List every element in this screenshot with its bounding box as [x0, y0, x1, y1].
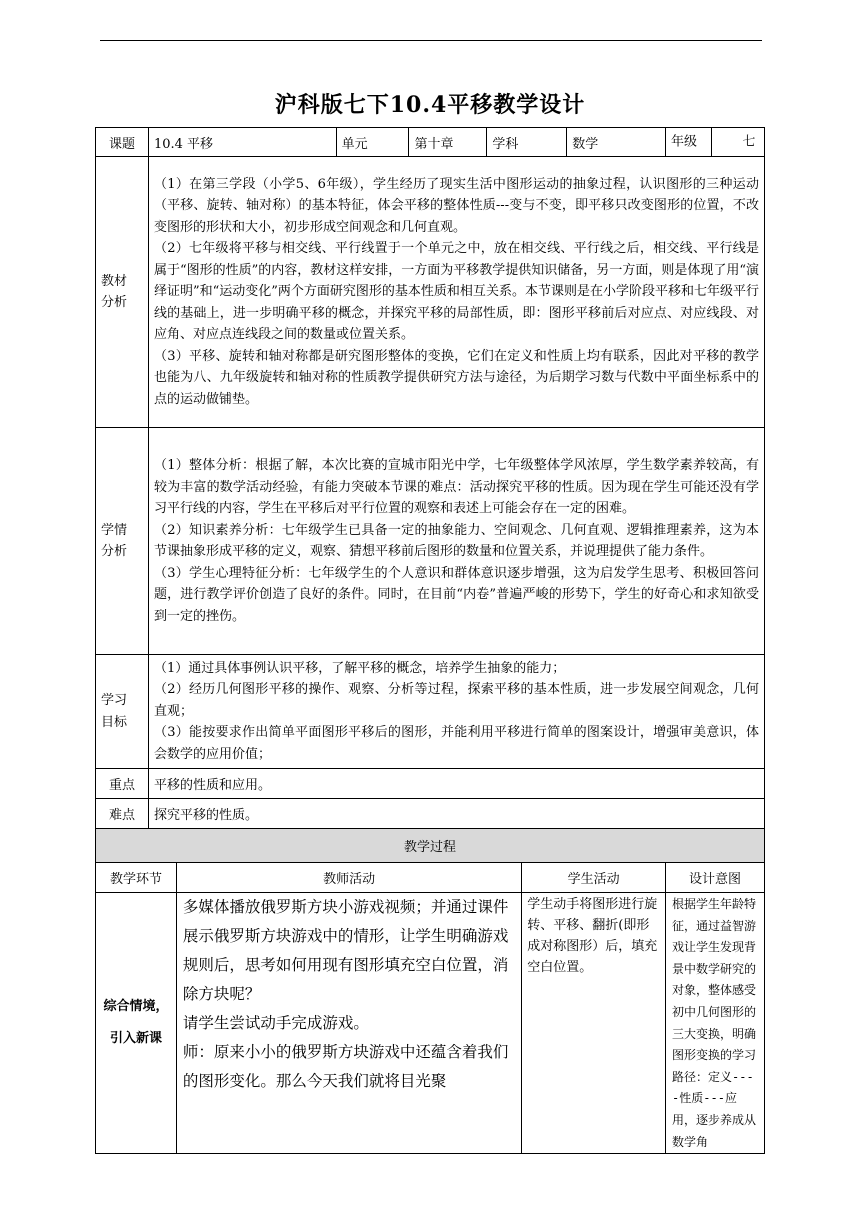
students-row [96, 428, 765, 655]
material-label [96, 157, 149, 428]
design-intent: 根据学生年龄特征，通过益智游戏让学生发现背景中数学研究的对象，整体感受初中几何图形的三大变换，明确图形变换的学习路径：定义----性质---应用，逐步养成从数学角 [666, 893, 765, 1154]
goals-label [96, 655, 149, 769]
key-point-row [96, 769, 765, 799]
stage-line: 综合情境， [103, 999, 169, 1015]
students-label [96, 428, 149, 655]
process-title-row [96, 829, 765, 863]
topic-value: 10.4 平移 [148, 128, 336, 157]
goals-label-1: 学习 [101, 693, 128, 708]
student-activity: 学生动手将图形进行旋转、平移、翻折(即形成对称图形）后，填充空白位置。 [522, 893, 666, 1154]
subject-value: 数学 [567, 128, 666, 157]
difficulty-label: 难点 [96, 799, 149, 829]
students-paragraph: （3）学生心理特征分析：七年级学生的个人意识和群体意识逐步增强，这为启发学生思考、积极回答问题，进行教学评价创造了良好的条件。同时，在目前“内卷”普遍严峻的形势下，学生的好奇心和求知欲受到一定的挫伤。 [153, 565, 759, 624]
difficulty-row [96, 799, 765, 829]
subject-label: 学科 [487, 128, 567, 157]
key-point-label: 重点 [96, 769, 149, 799]
teacher-paragraph: 请学生尝试动手完成游戏。 [182, 1014, 369, 1032]
header-rule [100, 40, 762, 41]
header-stage: 教学环节 [96, 863, 177, 893]
material-paragraph: （3）平移、旋转和轴对称都是研究图形整体的变换，它们在定义和性质上均有联系，因此对平移的教学也能为八、九年级旋转和轴对称的性质教学提供研究方法与途径，为后期学习数与代数中平面坐标系中的点的运动做铺垫。 [153, 348, 759, 407]
material-row [96, 157, 765, 428]
goal-item: （1）通过具体事例认识平移，了解平移的概念，培养学生抽象的能力； [153, 660, 566, 676]
difficulty-value: 探究平移的性质。 [148, 799, 764, 829]
goal-item: （3）能按要求作出简单平面图形平移后的图形，并能利用平移进行简单的图案设计，增强审美意识，体会数学的应用价值； [153, 725, 759, 762]
material-content [148, 157, 764, 428]
teacher-activity [176, 893, 521, 1154]
teacher-paragraph: 师：原来小小的俄罗斯方块游戏中还蕴含着我们的图形变化。那么今天我们就将目光聚 [182, 1043, 509, 1090]
process-header-row [96, 863, 765, 893]
goals-row [96, 655, 765, 769]
header-teacher: 教师活动 [176, 863, 521, 893]
teacher-paragraph: 多媒体播放俄罗斯方块小游戏视频；并通过课件展示俄罗斯方块游戏中的情形，让学生明确游戏规则后，思考如何用现有图形填充空白位置，消除方块呢？ [182, 898, 509, 1003]
process-row-intro [96, 893, 765, 1154]
stage-line: 引入新课 [109, 1031, 162, 1047]
goals-content [148, 655, 764, 769]
students-content [148, 428, 764, 655]
info-row [96, 128, 765, 157]
unit-value: 第十章 [409, 128, 487, 157]
students-label-1: 学情 [101, 522, 128, 538]
process-section-title: 教学过程 [96, 829, 765, 863]
page-title: 沪科版七下10.4平移教学设计 [274, 92, 586, 118]
material-label-2: 分析 [101, 295, 128, 310]
topic-label: 课题 [96, 128, 149, 157]
students-label-2: 分析 [101, 544, 128, 559]
goals-label-2: 目标 [101, 714, 128, 730]
header-design: 设计意图 [666, 863, 765, 893]
students-paragraph: （1）整体分析：根据了解，本次比赛的宣城市阳光中学，七年级整体学风浓厚，学生数学素养较高，有较为丰富的数学活动经验，有能力突破本节课的难点：活动探究平移的性质。因为现在学生可能还没有学习平行线的内容，学生在平移后对平行位置的观察和表述上可能会存在一定的困难。 [153, 458, 759, 516]
material-label-1: 教材 [101, 273, 128, 289]
grade-label: 年级 [671, 134, 698, 150]
goal-item: （2）经历几何图形平移的操作、观察、分析等过程，探索平移的基本性质，进一步发展空间观念，几何直观； [153, 682, 759, 719]
grade-value: 七 [742, 134, 756, 150]
stage-cell [96, 893, 177, 1154]
material-paragraph: （1）在第三学段（小学5、6年级），学生经历了现实生活中图形运动的抽象过程，认识图形的三种运动（平移、旋转、轴对称）的基本特征，体会平移的整体性质---变与不变，即平移只改变图形的位置，不改变图形的形状和大小，初步形成空间观念和几何直观。 [153, 176, 759, 235]
key-point-value: 平移的性质和应用。 [148, 769, 764, 799]
unit-label: 单元 [336, 128, 409, 157]
lesson-plan-table [95, 127, 765, 1154]
material-paragraph: （2）七年级将平移与相交线、平行线置于一个单元之中，放在相交线、平行线之后，相交线、平行线是属于“图形的性质”的内容，教材这样安排，一方面为平移教学提供知识储备，另一方面，则是体现了用“演绎证明”和“运动变化”两个方面研究图形的基本性质和相互关系。本节课则是在小学阶段平移和七年级平行线的基础上，进一步明确平移的概念，并探究平移的局部性质，即：图形平移前后对应点、对应线段、对应角、对应点连线段之间的数量或位置关系。 [153, 241, 759, 343]
grade-cell [666, 128, 765, 157]
students-paragraph: （2）知识素养分析：七年级学生已具备一定的抽象能力、空间观念、几何直观、逻辑推理素养，这为本节课抽象形成平移的定义，观察、猜想平移前后图形的数量和位置关系，并说理提供了能力条件。 [153, 522, 759, 559]
header-student: 学生活动 [522, 863, 666, 893]
